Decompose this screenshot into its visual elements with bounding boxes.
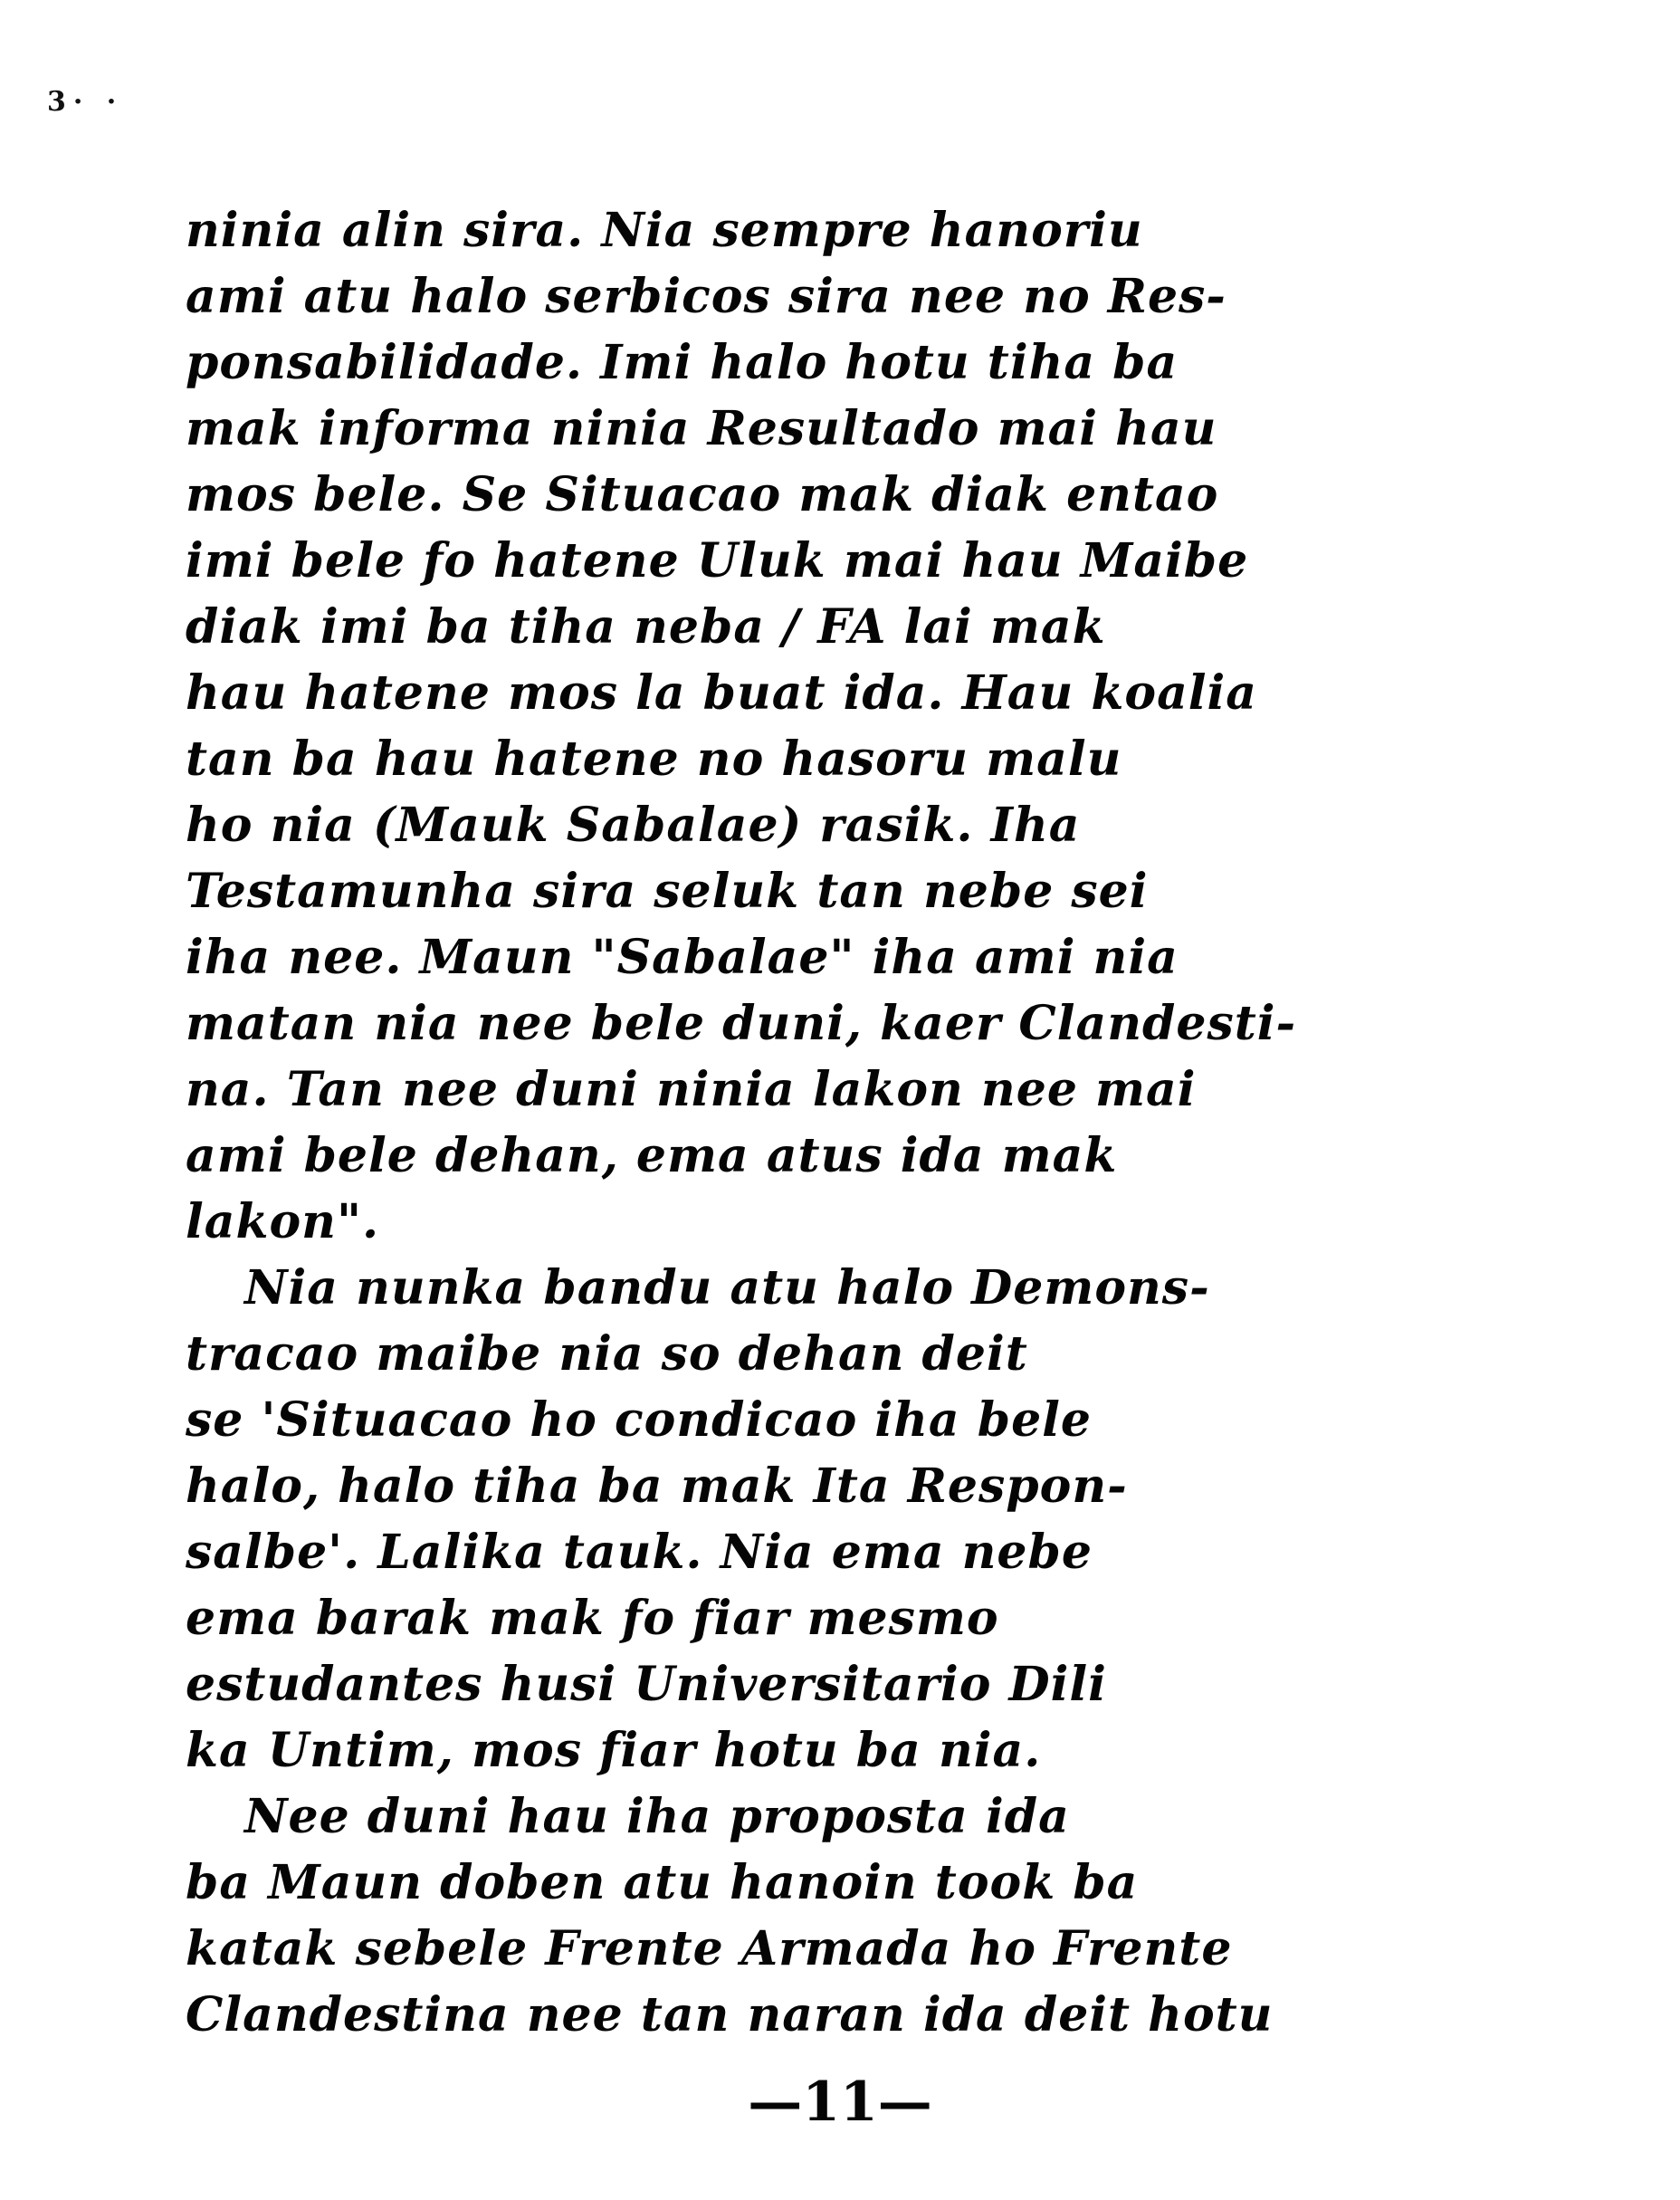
text-line-15: ami bele dehan, ema atus ida mak — [186, 1128, 1118, 1183]
text-line-18: tracao maibe nia so dehan deit — [186, 1326, 1028, 1382]
text-line-9: tan ba hau hatene no hasoru malu — [186, 732, 1122, 787]
text-line-5: mos bele. Se Situacao mak diak entao — [186, 467, 1219, 522]
corner-mark: 3· · — [47, 86, 124, 118]
text-line-12: iha nee. Maun "Sabalae" iha ami nia — [186, 930, 1179, 985]
text-line-26: ba Maun doben atu hanoin took ba — [186, 1855, 1139, 1910]
text-line-28: Clandestina nee tan naran ida deit hotu — [186, 1987, 1274, 2042]
text-line-1: ninia alin sira. Nia sempre hanoriu — [186, 203, 1143, 258]
page-number: —11— — [748, 2071, 932, 2134]
text-line-21: salbe'. Lalika tauk. Nia ema nebe — [186, 1525, 1093, 1580]
text-line-10: ho nia (Mauk Sabalae) rasik. Iha — [186, 798, 1081, 853]
text-line-19: se 'Situacao ho condicao iha bele — [186, 1392, 1092, 1448]
text-line-22: ema barak mak fo fiar mesmo — [186, 1591, 999, 1646]
text-line-25: Nee duni hau iha proposta ida — [244, 1789, 1070, 1844]
text-line-8: hau hatene mos la buat ida. Hau koalia — [186, 665, 1257, 721]
text-line-11: Testamunha sira seluk tan nebe sei — [186, 864, 1149, 919]
handwritten-text-block — [186, 197, 1625, 2044]
text-line-24: ka Untim, mos fiar hotu ba nia. — [186, 1723, 1042, 1778]
text-line-23: estudantes husi Universitario Dili — [186, 1657, 1107, 1712]
text-line-17: Nia nunka bandu atu halo Demons- — [244, 1260, 1210, 1315]
text-line-20: halo, halo tiha ba mak Ita Respon- — [186, 1459, 1128, 1514]
text-line-27: katak sebele Frente Armada ho Frente — [186, 1921, 1233, 1976]
text-line-2: ami atu halo serbicos sira nee no Res- — [186, 269, 1227, 324]
text-line-16: lakon". — [186, 1194, 380, 1249]
text-line-4: mak informa ninia Resultado mai hau — [186, 401, 1217, 456]
text-line-13: matan nia nee bele duni, kaer Clandesti- — [186, 996, 1297, 1051]
text-line-14: na. Tan nee duni ninia lakon nee mai — [186, 1062, 1197, 1117]
text-line-7: diak imi ba tiha neba / FA lai mak — [186, 599, 1106, 655]
text-line-6: imi bele fo hatene Uluk mai hau Maibe — [186, 533, 1249, 588]
text-line-3: ponsabilidade. Imi halo hotu tiha ba — [186, 335, 1179, 390]
